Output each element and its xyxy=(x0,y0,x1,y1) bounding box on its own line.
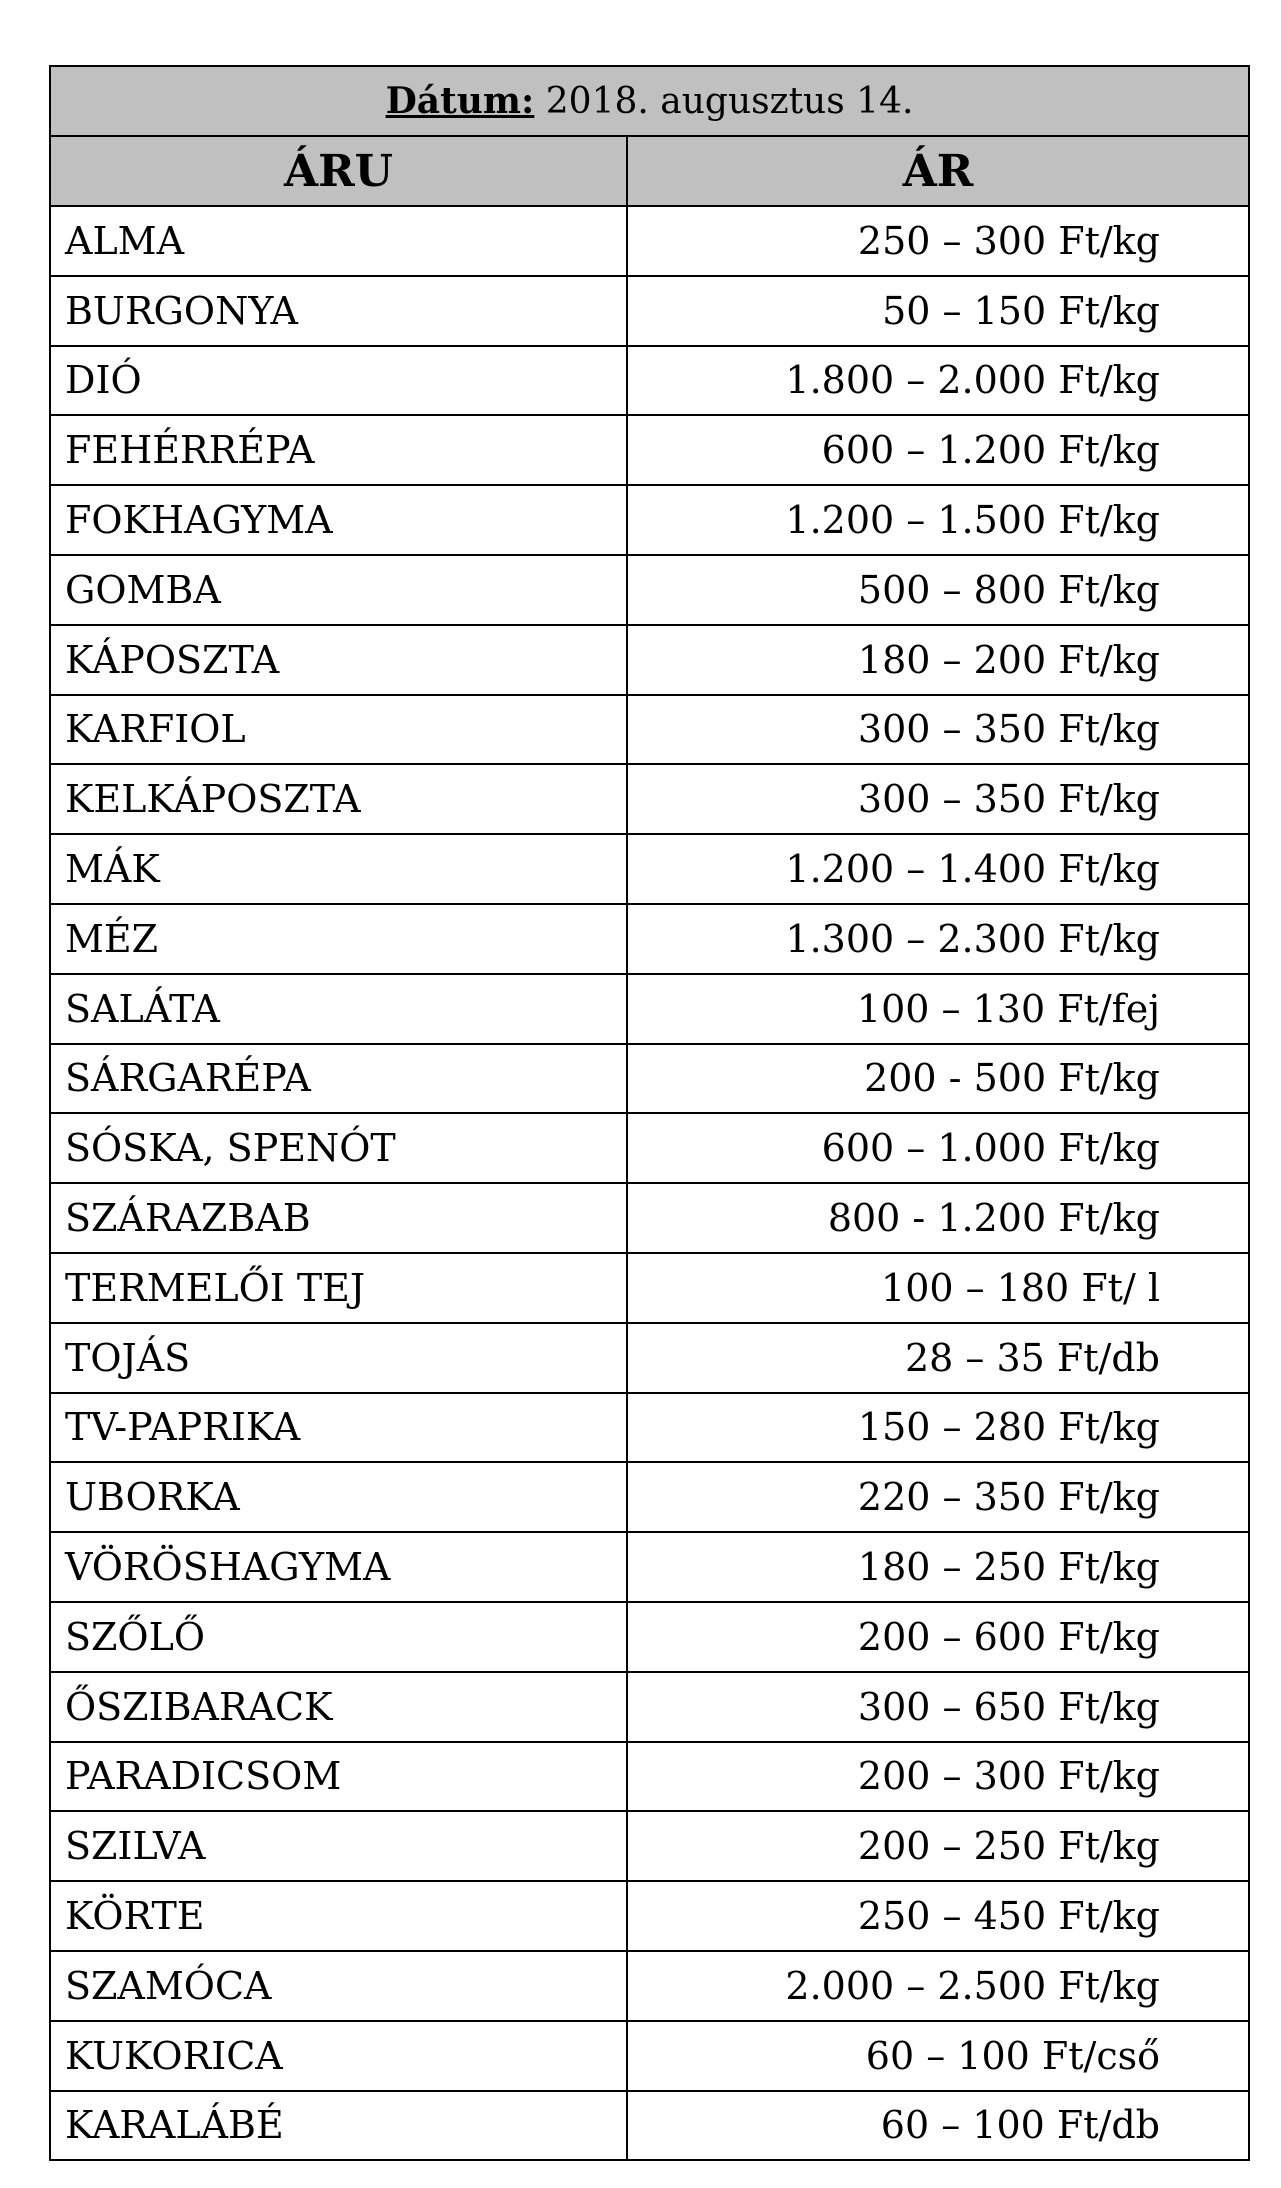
item-name-cell: FOKHAGYMA xyxy=(50,485,627,555)
item-name-cell: KELKÁPOSZTA xyxy=(50,764,627,834)
item-price-cell: 250 – 300 Ft/kg xyxy=(627,206,1249,276)
table-row xyxy=(50,1113,1249,1183)
column-header-row xyxy=(50,136,1249,206)
item-name-cell: KÁPOSZTA xyxy=(50,625,627,695)
table-row xyxy=(50,1044,1249,1114)
item-name-cell: SZÁRAZBAB xyxy=(50,1183,627,1253)
item-price-cell: 250 – 450 Ft/kg xyxy=(627,1881,1249,1951)
table-row xyxy=(50,1811,1249,1881)
item-name-cell: MÉZ xyxy=(50,904,627,974)
item-price-cell: 60 – 100 Ft/db xyxy=(627,2091,1249,2161)
table-row xyxy=(50,1462,1249,1532)
item-name-cell: TV-PAPRIKA xyxy=(50,1393,627,1463)
item-name-cell: SZŐLŐ xyxy=(50,1602,627,1672)
table-row xyxy=(50,415,1249,485)
item-price-cell: 2.000 – 2.500 Ft/kg xyxy=(627,1951,1249,2021)
item-price-cell: 600 – 1.200 Ft/kg xyxy=(627,415,1249,485)
table-row xyxy=(50,1183,1249,1253)
item-price-cell: 150 – 280 Ft/kg xyxy=(627,1393,1249,1463)
item-name-cell: VÖRÖSHAGYMA xyxy=(50,1532,627,1602)
item-name-cell: UBORKA xyxy=(50,1462,627,1532)
item-name-cell: KARALÁBÉ xyxy=(50,2091,627,2161)
item-name-cell: MÁK xyxy=(50,834,627,904)
item-name-cell: SZILVA xyxy=(50,1811,627,1881)
item-price-cell: 100 – 180 Ft/ l xyxy=(627,1253,1249,1323)
item-price-cell: 100 – 130 Ft/fej xyxy=(627,974,1249,1044)
item-name-cell: BURGONYA xyxy=(50,276,627,346)
table-row xyxy=(50,904,1249,974)
item-price-cell: 200 – 250 Ft/kg xyxy=(627,1811,1249,1881)
table-row xyxy=(50,276,1249,346)
item-name-cell: SZAMÓCA xyxy=(50,1951,627,2021)
table-row xyxy=(50,1323,1249,1393)
table-row xyxy=(50,1253,1249,1323)
item-name-cell: ALMA xyxy=(50,206,627,276)
table-row xyxy=(50,485,1249,555)
table-row xyxy=(50,555,1249,625)
item-name-cell: KÖRTE xyxy=(50,1881,627,1951)
table-row xyxy=(50,1602,1249,1672)
item-name-cell: KARFIOL xyxy=(50,695,627,765)
table-row xyxy=(50,764,1249,834)
item-price-cell: 300 – 350 Ft/kg xyxy=(627,764,1249,834)
item-name-cell: TERMELŐI TEJ xyxy=(50,1253,627,1323)
price-list-document xyxy=(49,65,1248,2161)
item-price-cell: 60 – 100 Ft/cső xyxy=(627,2021,1249,2091)
item-name-cell: GOMBA xyxy=(50,555,627,625)
item-price-cell: 220 – 350 Ft/kg xyxy=(627,1462,1249,1532)
table-row xyxy=(50,625,1249,695)
table-row xyxy=(50,206,1249,276)
item-price-cell: 300 – 350 Ft/kg xyxy=(627,695,1249,765)
item-name-cell: SALÁTA xyxy=(50,974,627,1044)
item-price-cell: 28 – 35 Ft/db xyxy=(627,1323,1249,1393)
item-name-cell: SÁRGARÉPA xyxy=(50,1044,627,1114)
item-price-cell: 180 – 200 Ft/kg xyxy=(627,625,1249,695)
price-rows xyxy=(50,206,1249,2160)
table-row xyxy=(50,695,1249,765)
table-row xyxy=(50,346,1249,416)
table-row xyxy=(50,2091,1249,2161)
item-price-cell: 1.300 – 2.300 Ft/kg xyxy=(627,904,1249,974)
item-price-cell: 1.200 – 1.400 Ft/kg xyxy=(627,834,1249,904)
table-row xyxy=(50,1881,1249,1951)
column-header-item: ÁRU xyxy=(50,136,627,206)
item-price-cell: 200 – 300 Ft/kg xyxy=(627,1742,1249,1812)
column-header-price: ÁR xyxy=(627,136,1249,206)
item-price-cell: 200 - 500 Ft/kg xyxy=(627,1044,1249,1114)
table-row xyxy=(50,1532,1249,1602)
table-row xyxy=(50,1951,1249,2021)
item-price-cell: 1.200 – 1.500 Ft/kg xyxy=(627,485,1249,555)
item-name-cell: DIÓ xyxy=(50,346,627,416)
item-name-cell: TOJÁS xyxy=(50,1323,627,1393)
item-price-cell: 500 – 800 Ft/kg xyxy=(627,555,1249,625)
table-row xyxy=(50,2021,1249,2091)
date-label: Dátum: xyxy=(385,80,535,122)
table-row xyxy=(50,1393,1249,1463)
date-cell xyxy=(50,66,1249,136)
table-row xyxy=(50,974,1249,1044)
item-price-cell: 600 – 1.000 Ft/kg xyxy=(627,1113,1249,1183)
item-name-cell: FEHÉRRÉPA xyxy=(50,415,627,485)
item-price-cell: 1.800 – 2.000 Ft/kg xyxy=(627,346,1249,416)
item-name-cell: PARADICSOM xyxy=(50,1742,627,1812)
item-price-cell: 800 - 1.200 Ft/kg xyxy=(627,1183,1249,1253)
table-row xyxy=(50,1672,1249,1742)
price-table xyxy=(49,65,1250,2161)
table-row xyxy=(50,1742,1249,1812)
table-row xyxy=(50,834,1249,904)
item-name-cell: KUKORICA xyxy=(50,2021,627,2091)
item-name-cell: ŐSZIBARACK xyxy=(50,1672,627,1742)
item-name-cell: SÓSKA, SPENÓT xyxy=(50,1113,627,1183)
item-price-cell: 300 – 650 Ft/kg xyxy=(627,1672,1249,1742)
date-value: 2018. augusztus 14. xyxy=(545,81,914,122)
date-row xyxy=(50,66,1249,136)
item-price-cell: 180 – 250 Ft/kg xyxy=(627,1532,1249,1602)
item-price-cell: 50 – 150 Ft/kg xyxy=(627,276,1249,346)
item-price-cell: 200 – 600 Ft/kg xyxy=(627,1602,1249,1672)
